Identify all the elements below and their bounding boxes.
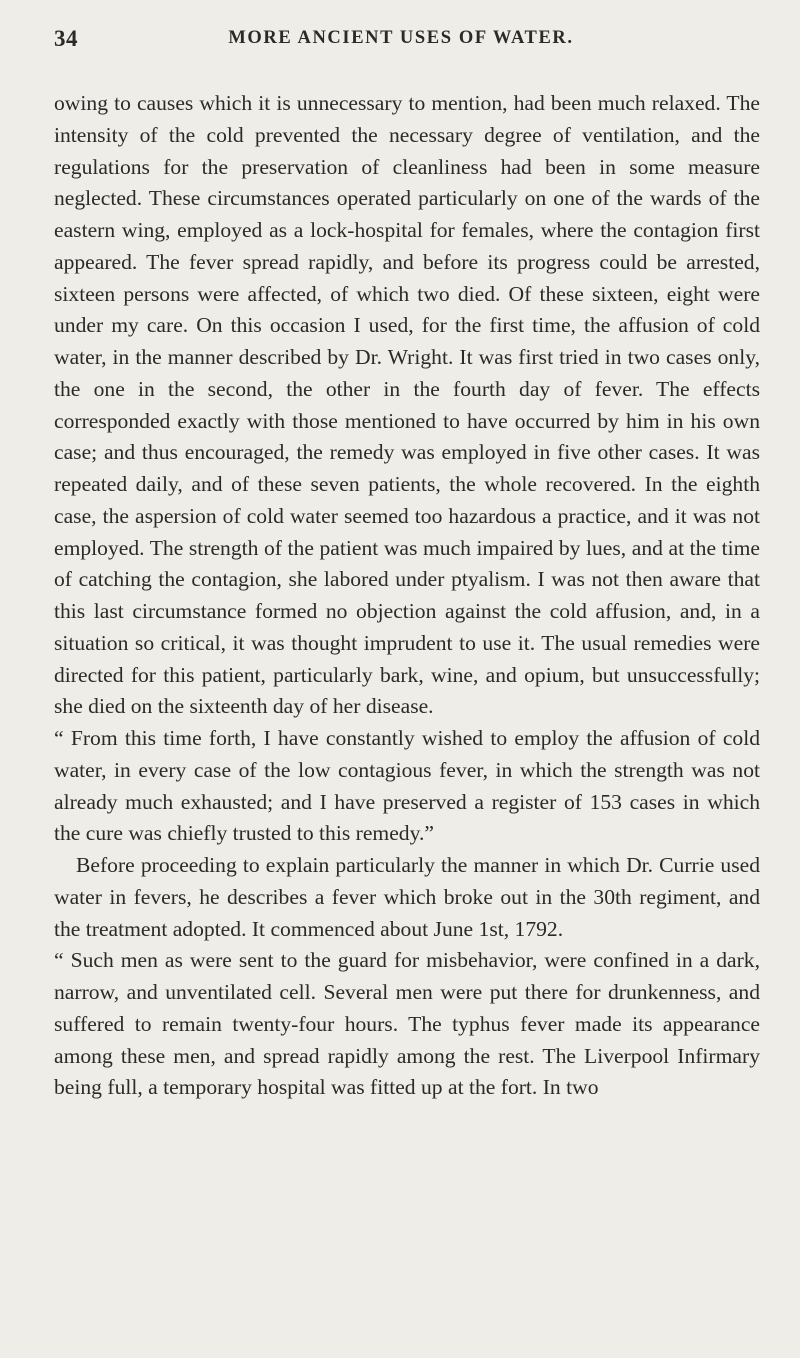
running-head (54, 26, 748, 56)
page-number: 34 (54, 26, 78, 51)
paragraph-continued: owing to causes which it is unnecessary to mention, had been much relaxed. The intensity of the cold prevented the necessary degree of ventilation, and the regulations for the preservation of cleanliness had been in some measure neglected. These circumstances operated particularly on one of the wards of the eastern wing, employed as a lock-hospital for females, where the contagion first appeared. The fever spread rapidly, and before its progress could be arrested, sixteen persons were affected, of which two died. Of these sixteen, eight were under my care. On this occasion I used, for the first time, the affusion of cold water, in the manner described by Dr. Wright. It was first tried in two cases only, the one in the second, the other in the fourth day of fever. The effects corresponded exactly with those mentioned to have occurred by him in his own case; and thus encouraged, the remedy was employed in five other cases. It was repeated daily, and of these seven patients, the whole recovered. In the eighth case, the aspersion of cold water seemed too hazardous a practice, and it was not employed. The strength of the patient was much impaired by lues, and at the time of catching the contagion, she labored under ptyalism. I was not then aware that this last circumstance formed no objection against the cold affusion, and, in a situation so critical, it was thought imprudent to use it. The usual remedies were directed for this patient, particularly bark, wine, and opium, but unsuccessfully; she died on the sixteenth day of her disease. (54, 91, 760, 719)
running-title: MORE ANCIENT USES OF WATER. (228, 28, 574, 48)
paragraph: Before proceeding to explain particularly the manner in which Dr. Currie used water in fevers, he describes a fever which broke out in the 30th regiment, and the treatment adopted. It commenced about June 1st, 1792. (54, 853, 760, 941)
quoted-paragraph: “ Such men as were sent to the guard for misbehavior, were confined in a dark, narrow, and unventilated cell. Several men were put there for drunkenness, and suffered to remain twenty-four hours. The typhus fever made its appearance among these men, and spread rapidly among the rest. The Liverpool Infirmary being full, a temporary hospital was fitted up at the fort. In two (54, 948, 760, 1100)
body-text (54, 88, 760, 1104)
quoted-paragraph: “ From this time forth, I have constantly wished to employ the affusion of cold water, in every case of the low contagious fever, in which the strength was not already much exhausted; and I have preserved a register of 153 cases in which the cure was chiefly trusted to this remedy.” (54, 726, 760, 846)
